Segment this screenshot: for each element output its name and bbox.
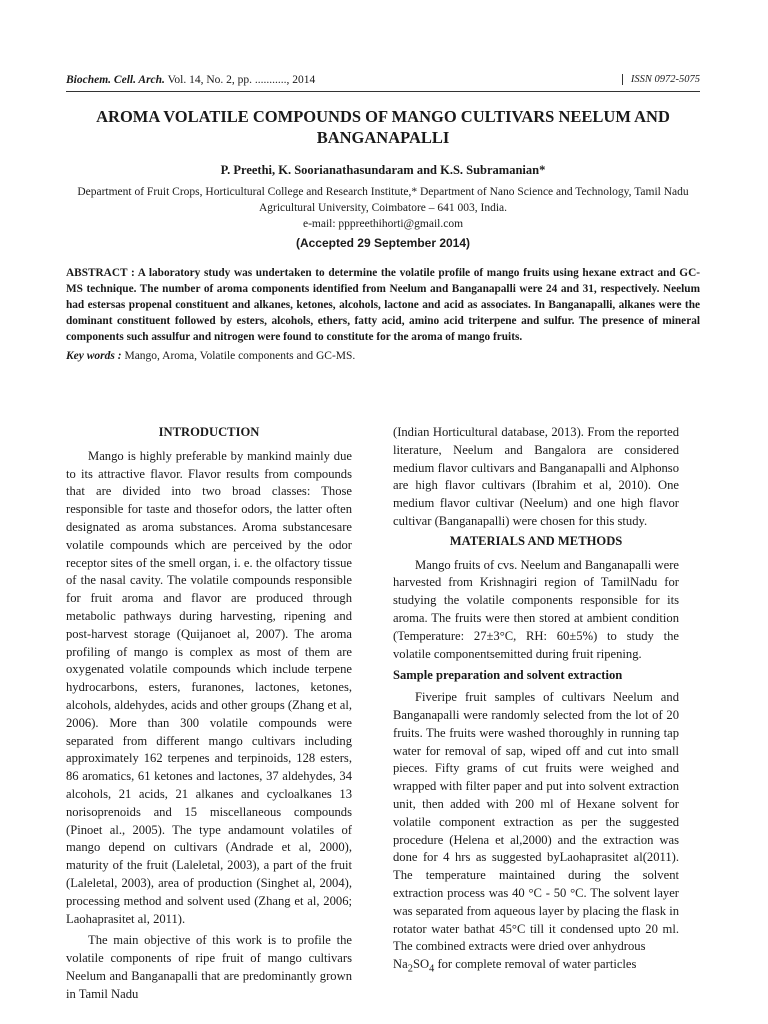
journal-name: Biochem. Cell. Arch.: [66, 74, 165, 86]
volume-info: Vol. 14, No. 2, pp. ..........., 2014: [164, 74, 316, 86]
issn: ISSN 0972-5075: [622, 74, 700, 85]
running-header: [66, 70, 700, 92]
introduction-continuation: (Indian Horticultural database, 2013). From the reported literature, Neelum and Bangalora are considered medium flavor cultivars and Banganapalli and Alphonso are high flavor cultivars (Ibrahim et al, 2010). One medium flavor cultivar (Neelum) and one high flavor cultivar (Banganapalli) were chosen for this study.: [393, 425, 679, 528]
accepted-date: (Accepted 29 September 2014): [295, 236, 471, 250]
journal-reference: [66, 74, 315, 86]
authors: P. Preethi, K. Soorianathasundaram and K.S. Subramanian*: [220, 163, 546, 177]
keywords: [66, 350, 700, 362]
left-column: [66, 424, 352, 1004]
introduction-paragraph-1: Mango is highly preferable by mankind mainly due to its attractive flavor. Flavor results from compounds that are divided into two broad classes: Those responsible for taste and thosefor odors, the latter often designated as aroma substances. Aroma substancesare volatile compounds which are perceived by the odor receptor sites of the smell organ, i. e. the olfactory tissue of the nasal cavity. The volatile compounds responsible for fruit aroma and flavor are produced through metabolic pathways during harvesting, ripening and post-harvest storage (Quijanoet al, 2007). The aroma profiling of mango is complex as most of them are oxygenated volatile compounds which include terpene hydrocarbons, esters, furanones, lactones, ketones, alcohols, aldehydes, acids and other groups (Zhang et al, 2006). More than 300 volatile compounds were separated from different mango cultivars including approximately 162 terpenes and terpinoids, 128 esters, 86 aromatics, 61 ketones and lactones, 37 aldehydes, 34 alcohols, 21 acids, 21 alkanes and cycloalkanes 13 norisoprenoids and 15 miscellaneous compounds (Pinoet al., 2005). The type andamount volatiles of mango depend on cultivars (Andrade et al, 2000), maturity of the fruit (Laleletal, 2003), a part of the fruit (Laleletal, 2003), area of production (Singhet al, 2004), processing method and solvent used (Zhang et al, 2006; Laohaprasitet al, 2011).: [66, 448, 352, 926]
methods-paragraph: Mango fruits of cvs. Neelum and Banganapalli were harvested from Krishnagiri region of TamilNadu for studying the volatile components responsible for its aroma. The fruits were then stored at ambient condition (Temperature: 27±3°C, RH: 60±5%) to study the volatile componentsemitted during fruit ripening.: [393, 557, 679, 661]
keywords-label: Key words :: [66, 350, 122, 362]
right-column: [393, 424, 679, 978]
affiliation: [66, 184, 700, 232]
paper-title: AROMA VOLATILE COMPOUNDS OF MANGO CULTIVARS NEELUM AND BANGANAPALLI: [96, 107, 670, 147]
introduction-paragraph-2: The main objective of this work is to profile the volatile components of ripe fruit of mango cultivars Neelum and Banganapalli that are predominantly grown in Tamil Nadu: [66, 933, 352, 1001]
sample-preparation-heading: Sample preparation and solvent extraction: [393, 668, 623, 683]
header-rule: [66, 91, 700, 92]
abstract: ABSTRACT : A laboratory study was undertaken to determine the volatile profile of mango fruits using hexane extract and GC-MS technique. The number of aroma components identified from Neelum and Banganapalli were 24 and 31, respectively. Neelum had estersas propenal constituent and alkanes, ketones, alcohols, lactone and acid as associates. In Banganapalli, alkanes were the dominant constituent followed by esters, alcohols, ethers, fatty acid, amino acid triterpene and sulfur. The presence of mineral components such assulfur and nitrogen were found to constitute for the aroma of mango fruits.: [66, 267, 700, 343]
affiliation-text: Department of Fruit Crops, Horticultural College and Research Institute,* Department of Nano Science and Technology, Tamil Nadu Agricultural University, Coimbatore – 641 003, India.: [77, 186, 689, 214]
sample-preparation-last-line: $Na_2SO_4$ for complete removal of water particles: [393, 957, 637, 975]
introduction-heading: INTRODUCTION: [158, 425, 260, 439]
keywords-text: Mango, Aroma, Volatile components and GC-MS.: [121, 350, 356, 362]
methods-heading: MATERIALS AND METHODS: [449, 533, 623, 548]
email: e-mail: pppreethihorti@gmail.com: [302, 218, 464, 230]
sample-preparation-paragraph: Fiveripe fruit samples of cultivars Neelum and Banganapalli were randomly selected from the lot of 20 fruits. The fruits were washed thoroughly in running tap water for removal of sap, wiped off and cut into small pieces. Fifty grams of cut fruits were weighed and wrapped with filter paper and put into solvent extraction unit, then added with 200 ml of Hexane solvent for volatile component extraction as per the suggested procedure (Helena et al,2000) and the extraction was done for 4 hrs as suggested byLaohaprasitet al(2011). The temperature maintained during the solvent extraction process was 40 °C - 50 °C. The solvent layer was separated from aqueous layer by placing the flask in rotator water bathat 45°C till it condensed upto 20 ml. The combined extracts were dried over anhydrous: [393, 690, 679, 954]
